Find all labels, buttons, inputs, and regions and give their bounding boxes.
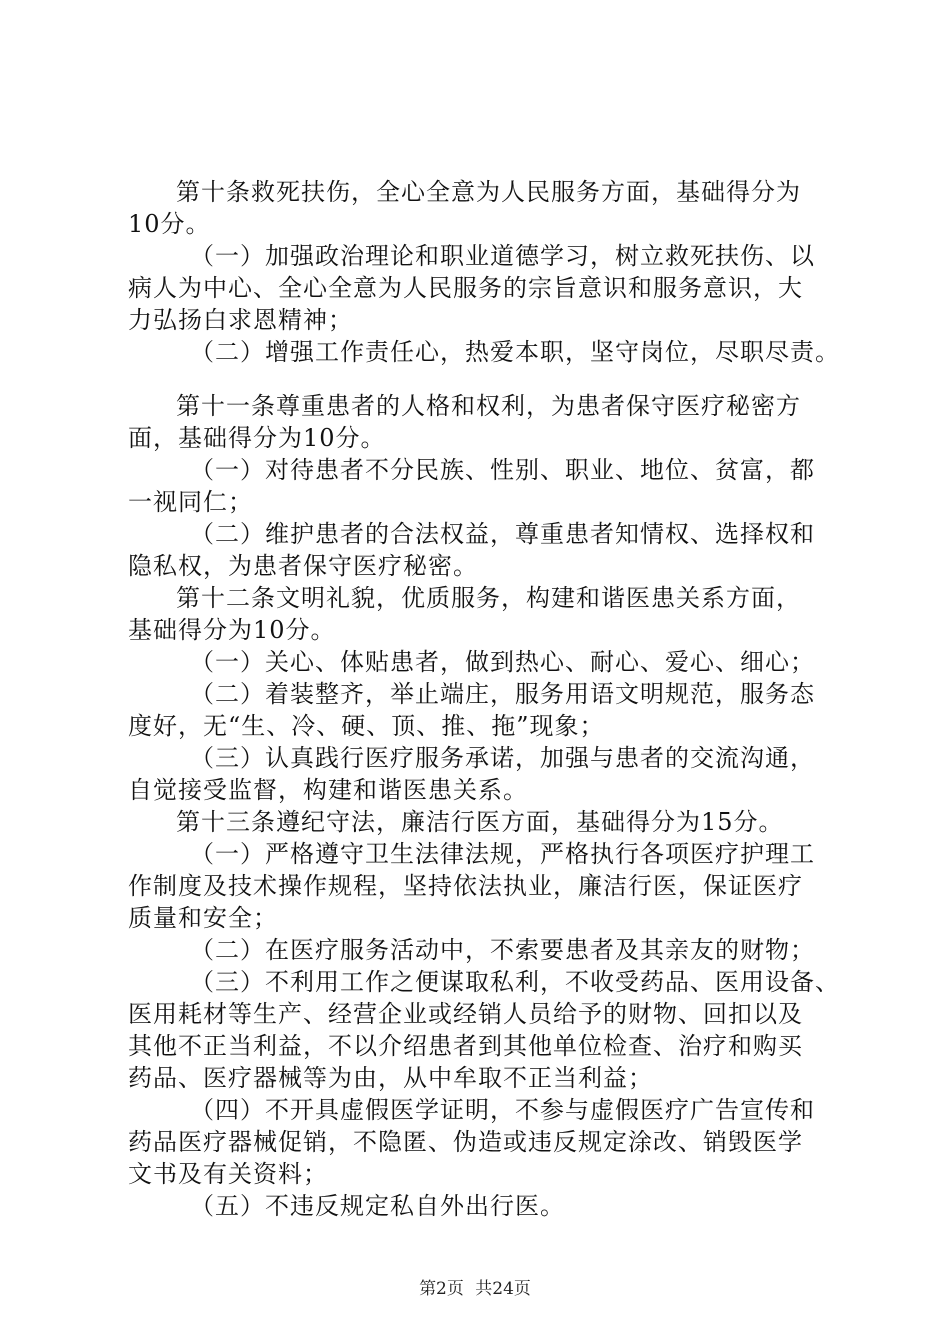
- article-11-item-1: （一）对待患者不分民族、性别、职业、地位、贫富，都: [190, 456, 815, 484]
- article-12-item-2-cont: 度好，无“生、冷、硬、顶、推、拖”现象；: [128, 712, 605, 740]
- article-11-item-2: （二）维护患者的合法权益，尊重患者知情权、选择权和: [190, 520, 815, 548]
- article-13-item-1-cont: 作制度及技术操作规程，坚持依法执业，廉洁行医，保证医疗: [128, 872, 803, 900]
- article-10-heading: 第十条救死扶伤，全心全意为人民服务方面，基础得分为: [176, 178, 801, 206]
- paragraph-gap: [128, 368, 833, 390]
- article-13-item-3-cont: 药品、医疗器械等为由，从中牟取不正当利益；: [128, 1064, 653, 1092]
- article-13-item-3-cont: 其他不正当利益，不以介绍患者到其他单位检查、治疗和购买: [128, 1032, 803, 1060]
- article-13-item-1: （一）严格遵守卫生法律法规，严格执行各项医疗护理工: [190, 840, 815, 868]
- article-12-item-2: （二）着装整齐，举止端庄，服务用语文明规范，服务态: [190, 680, 815, 708]
- article-12-item-3: （三）认真践行医疗服务承诺，加强与患者的交流沟通，: [190, 744, 815, 772]
- article-13-item-1-cont: 质量和安全；: [128, 904, 278, 932]
- article-13-heading: 第十三条遵纪守法，廉洁行医方面，基础得分为15分。: [176, 808, 784, 836]
- article-10-item-1: （一）加强政治理论和职业道德学习，树立救死扶伤、以: [190, 242, 815, 270]
- article-11-heading: 第十一条尊重患者的人格和权利，为患者保守医疗秘密方: [176, 392, 801, 420]
- page-total: 共24页: [475, 1279, 531, 1299]
- article-11-item-1-cont: 一视同仁；: [128, 488, 253, 516]
- page-number: 第2页: [419, 1279, 464, 1299]
- page-footer: [0, 1274, 950, 1299]
- article-11-item-2-cont: 隐私权，为患者保守医疗秘密。: [128, 552, 478, 580]
- article-12-heading-cont: 基础得分为10分。: [128, 616, 336, 644]
- article-12-heading: 第十二条文明礼貌，优质服务，构建和谐医患关系方面，: [176, 584, 801, 612]
- document-body: [128, 176, 840, 1222]
- article-13-item-4: （四）不开具虚假医学证明，不参与虚假医疗广告宣传和: [190, 1096, 815, 1124]
- article-13-item-3: （三）不利用工作之便谋取私利，不收受药品、医用设备、: [190, 968, 840, 996]
- article-13-item-4-cont: 药品医疗器械促销，不隐匿、伪造或违反规定涂改、销毁医学: [128, 1128, 803, 1156]
- article-13-item-4-cont: 文书及有关资料；: [128, 1160, 328, 1188]
- article-12-item-3-cont: 自觉接受监督，构建和谐医患关系。: [128, 776, 528, 804]
- article-10-heading-cont: 10分。: [128, 210, 211, 238]
- article-12-item-1: （一）关心、体贴患者，做到热心、耐心、爱心、细心；: [190, 648, 815, 676]
- article-13-item-5: （五）不违反规定私自外出行医。: [190, 1192, 565, 1220]
- article-10-item-1-cont: 力弘扬白求恩精神；: [128, 306, 353, 334]
- article-13-item-3-cont: 医用耗材等生产、经营企业或经销人员给予的财物、回扣以及: [128, 1000, 803, 1028]
- article-13-item-2: （二）在医疗服务活动中，不索要患者及其亲友的财物；: [190, 936, 815, 964]
- article-10-item-2: （二）增强工作责任心，热爱本职，坚守岗位，尽职尽责。: [190, 338, 840, 366]
- article-11-heading-cont: 面，基础得分为10分。: [128, 424, 386, 452]
- article-10-item-1-cont: 病人为中心、全心全意为人民服务的宗旨意识和服务意识，大: [128, 274, 803, 302]
